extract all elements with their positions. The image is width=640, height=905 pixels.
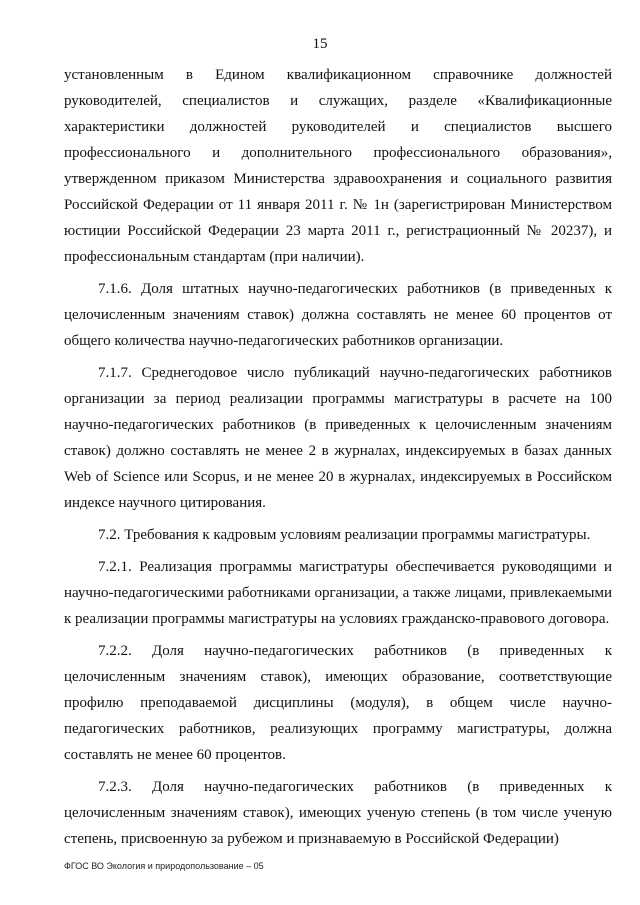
paragraph-7-2: 7.2. Требования к кадровым условиям реализации программы магистратуры.: [98, 527, 591, 543]
page-number: 15: [312, 36, 328, 52]
paragraph-7-2-2: 7.2.2. Доля научно-педагогических работников (в приведенных к целочисленным значениям ставок), имеющих образование, соответствующие профилю преподаваемой дисциплины (модуля), в общем числе научно-педагогических работников, реализующих программу магистратуры, должна составлять не менее 60 процентов.: [64, 643, 612, 763]
paragraph-7-1-7: 7.1.7. Среднегодовое число публикаций научно-педагогических работников организации за период реализации программы магистратуры в расчете на 100 научно-педагогических работников (в приведенных к целочисленным значениям ставок) должно составлять не менее 2 в журналах, индексируемых в базах данных Web of Science или Scopus, и не менее 20 в журналах, индексируемых в Российском индексе научного цитирования.: [64, 365, 612, 511]
paragraph-7-2-3: 7.2.3. Доля научно-педагогических работников (в приведенных к целочисленным значениям ставок), имеющих ученую степень (в том числе ученую степень, присвоенную за рубежом и признаваемую в Российской Федерации): [64, 779, 612, 847]
paragraph-7-2-1: 7.2.1. Реализация программы магистратуры обеспечивается руководящими и научно-педагогическими работниками организации, а также лицами, привлекаемыми к реализации программы магистратуры на условиях гражданско-правового договора.: [64, 559, 612, 627]
paragraph-7-1-6: 7.1.6. Доля штатных научно-педагогических работников (в приведенных к целочисленным значениям ставок) должна составлять не менее 60 процентов от общего количества научно-педагогических работников организации.: [64, 281, 612, 349]
body-text: [64, 62, 612, 858]
page-footer: ФГОС ВО Экология и природопользование – 05: [64, 861, 264, 871]
paragraph-continuation: установленным в Едином квалификационном справочнике должностей руководителей, специалистов и служащих, разделе «Квалификационные характеристики должностей руководителей и специалистов высшего профессионального и дополнительного профессионального образования», утвержденном приказом Министерства здравоохранения и социального развития Российской Федерации от 11 января 2011 г. № 1н (зарегистрирован Министерством юстиции Российской Федерации 23 марта 2011 г., регистрационный № 20237), и профессиональным стандартам (при наличии).: [64, 67, 612, 265]
